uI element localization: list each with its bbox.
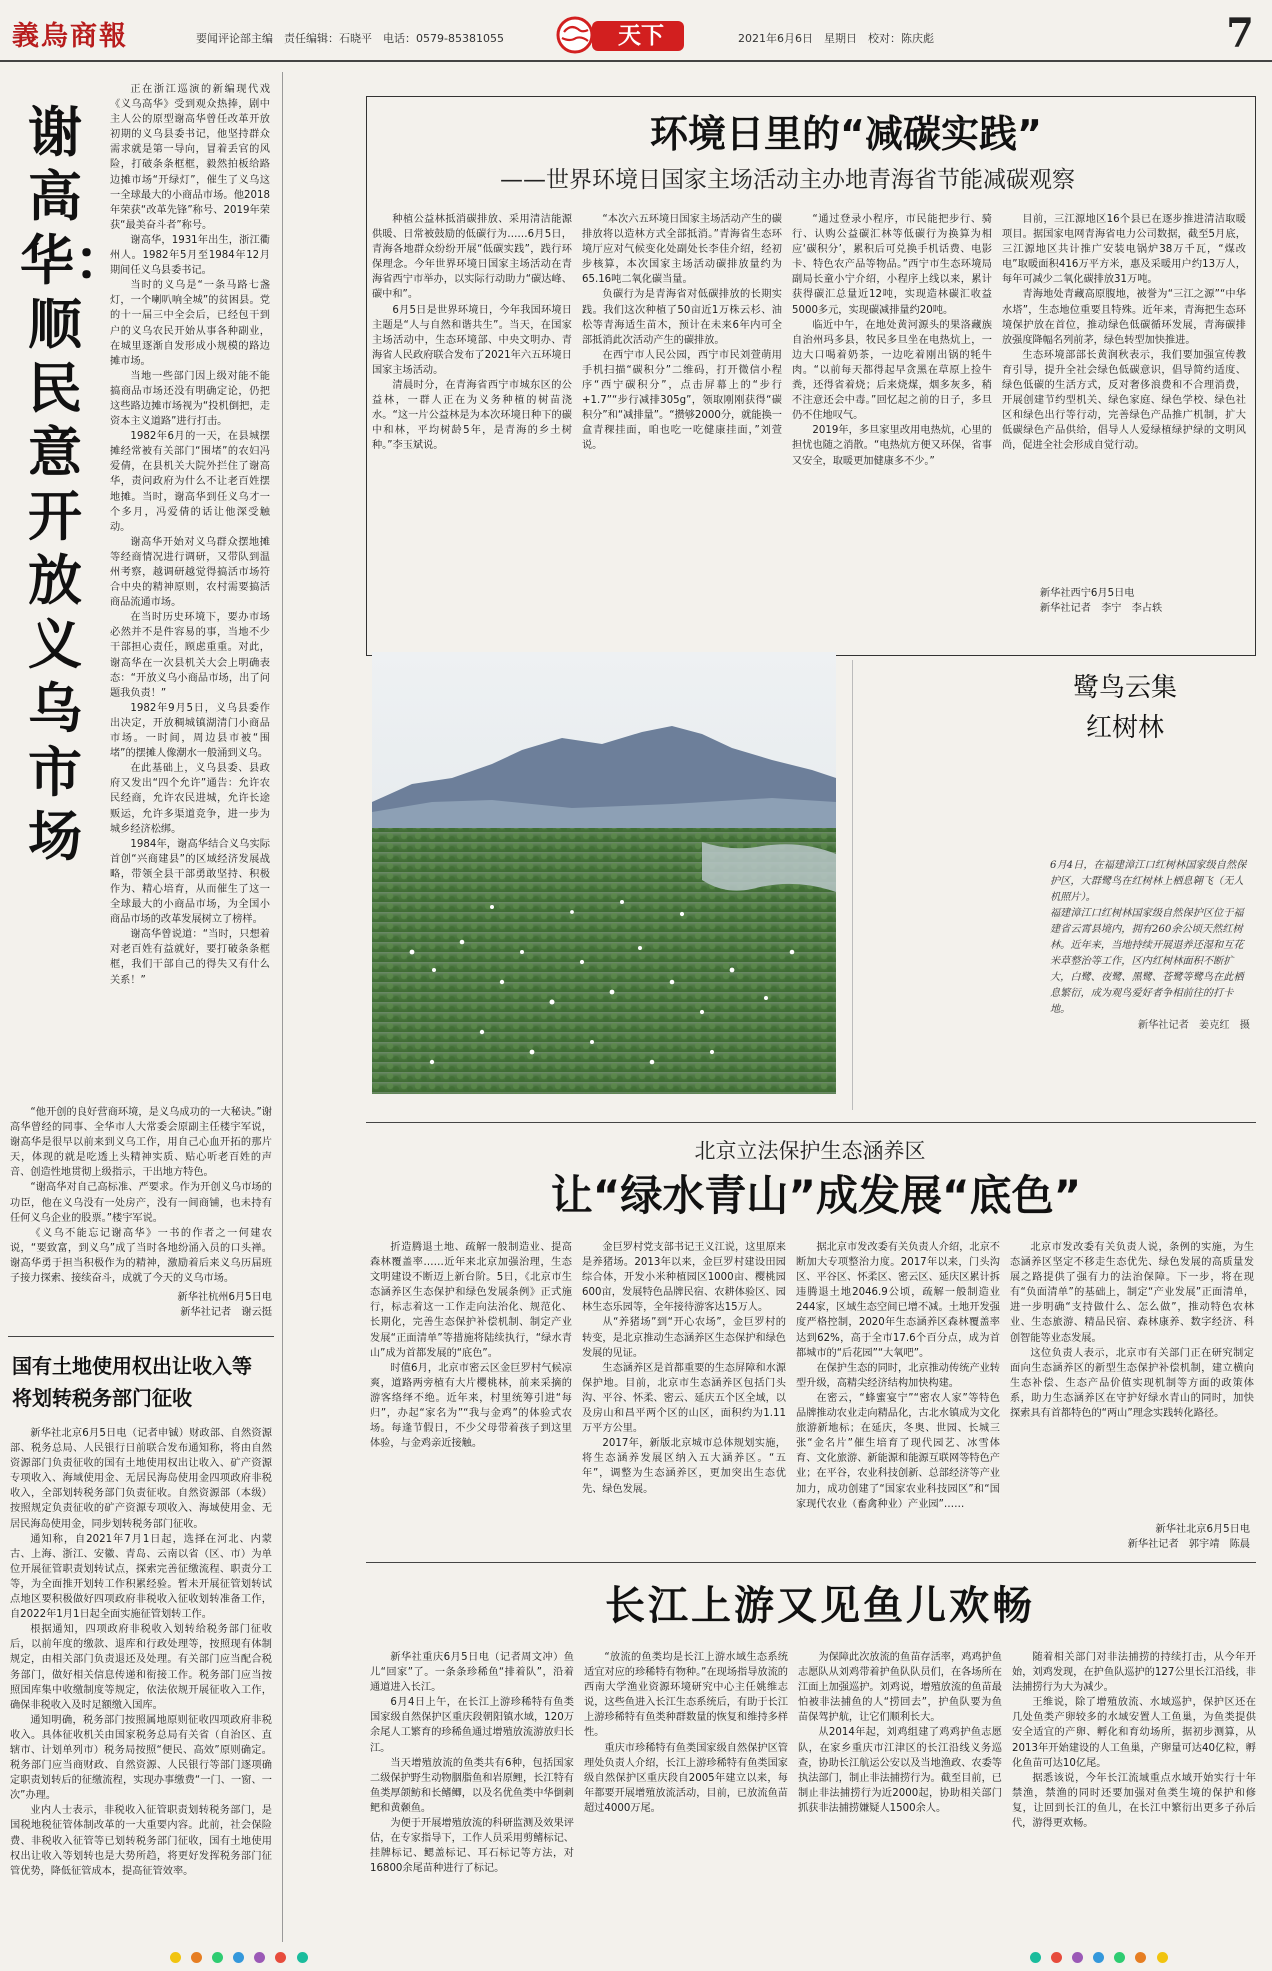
paragraph: 时值6月，北京市密云区金巨罗村气候凉爽，道路两旁植有大片樱桃林，前来采摘的游客络绎不绝。近年来，村里统筹引进“每归”，办起“家名为”“我与金鸡”的体验式农场。每逢节假日，不少父母带着孩子到这里体验，与金鸡亲近接触。: [370, 1362, 572, 1450]
paragraph: 谢高华，1931年出生，浙江衢州人。1982年5月至1984年12月期间任义乌县委书记。: [110, 234, 270, 277]
paragraph: 1982年9月5日，义乌县委作出决定，开放稠城镇湖清门小商品市场。一时间，周边县市被“围堵”的摆摊人像潮水一般涌到义乌。: [110, 702, 270, 760]
byline-reporter: 新华社记者 郭宇靖 陈晨: [1127, 1539, 1250, 1551]
paragraph: 根据通知，四项政府非税收入划转给税务部门征收后，以前年度的缴款、退库和行政处理等，按照现有体制规定，由相关部门负责退还及处理。有关部门应当配合税务部门，做好相关信息传递和衔接工作。税务部门应当按照国库集中收缴制度等规定，依法依规开展征收入工作，确保非税收入及时足额缴入国库。: [10, 1624, 272, 1711]
photo-caption: [1050, 858, 1250, 1112]
mangrove-image: [372, 652, 836, 1094]
photo-title-line2: 红树林: [1085, 713, 1164, 743]
footer-dot: [212, 1952, 223, 1963]
divider: [8, 1336, 274, 1337]
beijing-col-2: [582, 1240, 786, 1552]
editor-line: 要闻评论部主编 责任编辑：石晓平 电话：0579-85381055: [196, 32, 504, 45]
footer-dot: [1157, 1952, 1168, 1963]
beijing-kicker: 北京立法保护生态涵养区: [694, 1139, 926, 1163]
paragraph: 业内人士表示，非税收入征管职责划转税务部门，是国税地税征管体制改革的一大重要内容。此前，社会保险费、非税收入征管等已划转税务部门征收，国有土地使用权出让收入等划转也是大势所趋，将更好发挥税务部门征管优势，降低征管成本，提高征管效率。: [10, 1805, 272, 1877]
paragraph: 这位负责人表示，北京市有关部门正在研究制定面向生态涵养区的新型生态保护补偿机制，建立横向生态补偿、生态产品价值实现机制等方面的政策体系，助力生态涵养区在守护好绿水青山的同时，加快探索具有首都特色的“两山”理念实践转化路径。: [1010, 1347, 1254, 1420]
beijing-col-3: [796, 1240, 1000, 1552]
paragraph: 为便于开展增殖放流的科研监测及效果评估，在专家指导下，工作人员采用剪鳍标记、挂牌标记、鳃盖标记、耳石标记等方法，对16800余尾苗种进行了标记。: [370, 1818, 574, 1875]
paragraph: 6月4日上午，在长江上游珍稀特有鱼类国家级自然保护区重庆段朝阳镇水域，120万余尾人工繁育的珍稀鱼通过增殖放流游放归长江。: [370, 1697, 574, 1754]
paragraph: 据北京市发改委有关负责人介绍，北京不断加大专项整治力度。2017年以来，门头沟区、平谷区、怀柔区、密云区、延庆区累计拆违腾退土地2046.9公顷，疏解一般制造业244家，区域生态空间已增不减。土地开发强度严格控制，2020年生态涵养区森林覆盖率达到62%，高于全市17.6个百分点，成为首都城市的“后花园”“大氧吧”。: [796, 1242, 1000, 1359]
paragraph: 从2014年起，刘鸡组建了鸡鸡护鱼志愿队，在家乡重庆市江津区的长江沿线义务巡查，协助长江航运公安以及当地渔政、农委等执法部门，制止非法捕捞行为。截至目前，已制止非法捕捞行为近2000起，协助相关部门抓获非法捕捞嫌疑人1500余人。: [798, 1727, 1002, 1814]
divider: [366, 1562, 1256, 1563]
page-number: 7: [1226, 10, 1254, 57]
paragraph: 1982年6月的一天，在县城摆摊经常被有关部门“围堵”的农妇冯爱倩，在县机关大院外拦住了谢高华，责问政府为什么不让老百姓摆地摊。当时，谢高华到任义乌才一个多月，冯爱倩的话让他深受触动。: [110, 431, 270, 533]
env-col-1: [372, 212, 572, 646]
page-header: [0, 0, 1272, 62]
fish-col-3: [798, 1650, 1002, 1938]
paragraph: 当天增殖放流的鱼类共有6种，包括国家二级保护野生动物胭脂鱼和岩原鲤，长江特有鱼类厚颌鲂和长鳍鲫，以及名优鱼类中华倒刺鲃和黄颡鱼。: [370, 1757, 574, 1814]
paragraph: 在此基础上，义乌县委、县政府又发出“四个允许”通告：允许农民经商，允许农民进城，允许长途贩运，允许多渠道竞争，进一步为城乡经济松绑。: [110, 763, 270, 835]
byline-reporter: 新华社记者 李宁 李占轶: [1040, 603, 1163, 615]
footer-dot: [191, 1952, 202, 1963]
beijing-byline: [1100, 1522, 1250, 1554]
paragraph: “放流的鱼类均是长江上游水域生态系统适宜对应的珍稀特有物种。”在现场指导放流的西南大学渔业资源环境研究中心主任姚维志说，这些鱼进入长江生态系统后，有助于长江上游珍稀特有鱼类种群数量的恢复和维持多样性。: [584, 1652, 788, 1739]
paragraph: 通知明确，税务部门按照属地原则征收四项政府非税收入。具体征收机关由国家税务总局有关省（自治区、直辖市、计划单列市）税务局按照“便民、高效”原则确定。税务部门应当商财政、自然资源、人民银行等部门逐项确定职责划转后的征缴流程，实现办事缴费“一门、一窗、一次”办理。: [10, 1714, 272, 1802]
footer-dot: [170, 1952, 181, 1963]
paragraph: 新华社重庆6月5日电（记者周文冲）鱼儿“回家”了。一条条珍稀鱼“排着队”，沿着通道进入长江。: [370, 1652, 574, 1694]
header-rule: [0, 60, 1272, 62]
paragraph: 正在浙江巡演的新编现代戏《义乌高华》受到观众热捧，剧中主人公的原型谢高华曾任改革开放初期的义乌县委书记，他坚持群众需求就是第一导向，冒着丢官的风险，打破条条框框，毅然拍板给路边摊市场“开绿灯”，催生了义乌这一全球最大的小商品市场。他2018年荣获“改革先锋”称号、2019年荣获“最美奋斗者”称号。: [110, 84, 270, 231]
footer-decoration-right: [1030, 1948, 1173, 1967]
paragraph: 2017年，新版北京城市总体规划实施，将生态涵养发展区纳入五大涵养区。“五年”，调整为生态涵养区，更加突出生态优先、绿色发展。: [582, 1438, 786, 1495]
xie-article-tail: [10, 1105, 272, 1285]
paragraph: 谢高华开始对义乌群众摆地摊等经商情况进行调研，又带队到温州考察，越调研越觉得搞活市场符合中央的精神原则，农村需要搞活商品流通市场。: [110, 536, 270, 609]
mangrove-photo: [372, 652, 836, 1094]
footer-dot: [1093, 1952, 1104, 1963]
paragraph: 种植公益林抵消碳排放、采用清洁能源供暖、日常被鼓励的低碳行为……6月5日，青海各地群众纷纷开展“低碳实践”，践行环保理念。今年世界环境日国家主场活动在青海省西宁市举办，以实际行动助力“碳达峰、碳中和”。: [372, 214, 572, 301]
paragraph: 目前，三江源地区16个县已在逐步推进清洁取暖项目。据国家电网青海省电力公司数据，截至5月底，三江源地区共计推广安装电锅炉38万千瓦，“煤改电”取暖面积416万平方米，惠及采暖用户约13万人，每年可减少二氧化碳排放31万吨。: [1002, 214, 1246, 286]
fish-col-2: [584, 1650, 788, 1938]
paragraph: 临近中午，在地处黄河源头的果洛藏族自治州玛多县，牧民多旦坐在电热炕上，一边大口喝着奶茶，一边吃着刚出锅的牦牛肉。“以前每天都得起早贪黑在草原上捡牛粪，还得省着烧；后来烧煤，烟多灰多，稍不注意还会中毒。”回忆起之前的日子，多旦仍不住地叹气。: [792, 319, 992, 422]
paragraph: “他开创的良好营商环境，是义乌成功的一大秘诀。”谢高华曾经的同事、全华市人大常委会原副主任楼宇军说，谢高华是很早以前来到义乌工作，用自己心血开拓的那片天，体现的就是吃透上头精神实质、贴心听老百姓的声音、创造性地贯彻上级指示，干出地方特色。: [10, 1107, 272, 1179]
paragraph: 2019年，多旦家里改用电热炕，心里的担忧也随之消散。“电热炕方便又环保，省事又安全，取暖更加健康多不少。”: [792, 425, 992, 467]
footer-decoration: [170, 1948, 313, 1967]
caption-lead: 6月4日，在福建漳江口红树林国家级自然保护区，大群鹭鸟在红树林上栖息翱飞（无人机照片）。: [1050, 860, 1247, 903]
tax-headline: [12, 1350, 274, 1414]
masthead-logo: 義烏商報: [12, 21, 128, 52]
env-headline: 环境日里的“减碳实践”: [650, 112, 1042, 156]
paragraph: 在密云，“蜂蜜宴宁”“密农人家”等特色品牌推动农业走向精品化，古北水镇成为文化旅游新地标；在延庆，冬奥、世园、长城三张“金名片”催生培育了现代园艺、冰雪体育、文化旅游、新能源和能源互联网等特色产业；在平谷，农业科技创新、总部经济等产业加力，成功创建了“国家农业科技园区”和“国家现代农业（畜禽种业）产业园”……: [796, 1392, 1000, 1510]
tax-headline-line1: 国有土地使用权出让收入等: [12, 1354, 252, 1378]
date-line: 2021年6月6日 星期日 校对：陈庆彪: [738, 32, 934, 45]
paragraph: 金巨罗村党支部书记王义江说，这里原来是养猪场。2013年以来，金巨罗村建设田园综合体，开发小米种植园区1000亩、樱桃园600亩，发展特色品牌民宿、农耕体验区、园林生态乐园等，全年接待游客达15万人。: [582, 1242, 786, 1314]
paragraph: 新华社北京6月5日电（记者申铖）财政部、自然资源部、税务总局、人民银行日前联合发布通知称，将由自然资源部门负责征收的国有土地使用权出让收入、矿产资源专项收入、海域使用金、无居民海岛使用金四项政府非税收入，全部划转税务部门负责征收。自然资源部（本级）按照规定负责征收的矿产资源专项收入、海域使用金、无居民海岛使用金，同步划转税务部门征收。: [10, 1428, 272, 1530]
paragraph: 重庆市珍稀特有鱼类国家级自然保护区管理处负责人介绍，长江上游珍稀特有鱼类国家级自然保护区重庆段自2005年建立以来，每年都要开展增殖放流活动，目前，已放流鱼苗超过4000万尾。: [584, 1742, 788, 1814]
paragraph: 折造腾退土地、疏解一般制造业、提高森林覆盖率……近年来北京加强治理，生态文明建设不断迈上新台阶。5日，《北京市生态涵养区生态保护和绿色发展条例》正式施行，标志着这一工作走向法治化、规范化、长期化，完善生态保护补偿机制、制定产业发展“正面清单”等措施将陆续执行，“绿水青山”成为首都发展的“底色”。: [370, 1242, 572, 1359]
paragraph: 《义乌不能忘记谢高华》一书的作者之一何建农说，“要致富，到义乌”成了当时各地纷涌入员的口头禅。谢高华勇于担当积极作为的精神，激励着后来义乌历届班子接力探索、接续奋斗，成就了今天的义乌市场。: [10, 1227, 272, 1285]
paragraph: 北京市发改委有关负责人说，条例的实施，为生态涵养区坚定不移走生态优先、绿色发展的高质量发展之路提供了强有力的法治保障。下一步，将在现有“负面清单”的基础上，制定“产业发展”正面清单，进一步明确“支持做什么、怎么做”，推动特色农林业、生态旅游、精品民宿、森林康养、数字经济、科创智能等业态发展。: [1010, 1242, 1254, 1344]
section-title: 天下: [618, 23, 664, 49]
paragraph: 据悉该说，今年长江流域重点水域开始实行十年禁渔，禁渔的同时还要加强对鱼类生境的保护和修复，让回到长江的鱼儿，在长江中繁衍出更多子孙后代，游得更欢畅。: [1012, 1772, 1256, 1830]
paragraph: 在当时历史环境下，要办市场必然并不是件容易的事，当地不少干部担心责任，顾虑重重。对此，谢高华在一次县机关大会上明确表态：“开放义乌小商品市场，出了问题我负责！”: [110, 612, 270, 699]
paragraph: 王维说，除了增殖放流、水域巡护，保护区还在几处鱼类产卵较多的水域安置人工鱼巢，为鱼类提供安全适宜的产卵、孵化和育幼场所，据初步测算，从2013年开始建设的人工鱼巢，产卵量可达40亿粒，孵化鱼苗可达10亿尾。: [1012, 1697, 1256, 1769]
paragraph: “本次六五环境日国家主场活动产生的碳排放将以造林方式全部抵消。”青海省生态环境厅应对气候变化处副处长李佳介绍，经初步核算，本次国家主场活动碳排放量约为65.16吨二氧化碳当量。: [582, 214, 782, 286]
tax-headline-line2: 将划转税务部门征收: [12, 1386, 192, 1410]
footer-dot: [1030, 1952, 1041, 1963]
byline-reporter: 新华社记者 谢云挺: [180, 1307, 272, 1319]
photo-title-line1: 鹭鸟云集: [1072, 673, 1177, 703]
footer-dot: [1072, 1952, 1083, 1963]
beijing-col-4: [1010, 1240, 1254, 1516]
paragraph: 1984年，谢高华结合义乌实际首创“兴商建县”的区域经济发展战略，带领全县干部勇敢坚持、积极作为、精心培育，从而催生了这一全球最大的小商品市场，为全国小商品市场的改革发展树立了榜样。: [110, 838, 270, 926]
paragraph: 当时的义乌是“一条马路七盏灯，一个喇叭响全城”的贫困县。党的十一届三中全会后，已经包干到户的义乌农民开始从事各种副业，在城里逐渐自发形成小规模的路边摊市场。: [110, 280, 270, 367]
paragraph: 随着相关部门对非法捕捞的持续打击，从今年开始，刘鸡发现，在护鱼队巡护的127公里长江沿线，非法捕捞行为大为减少。: [1012, 1652, 1256, 1694]
footer-dot: [1051, 1952, 1062, 1963]
paragraph: “谢高华对自己高标准、严要求。作为开创义乌市场的功臣，他在义乌没有一处房产，没有一间商铺，也未持有任何义乌企业的股票。”楼宇军说。: [10, 1182, 272, 1224]
paragraph: 生态环境部部长黄润秋表示，我们要加强宣传教育引导，提升全社会绿色低碳意识，倡导简约适度、绿色低碳的生活方式，反对奢侈浪费和不合理消费，开展创建节约型机关、绿色家庭、绿色学校、绿色社区和绿色出行等行动，完善绿色产品推广机制，扩大低碳绿色产品供给，倡导人人爱绿植绿护绿的文明风尚，促进全社会形成自觉行动。: [1002, 349, 1246, 452]
paragraph: 通知称，自2021年7月1日起，选择在河北、内蒙古、上海、浙江、安徽、青岛、云南以省（区、市）为单位开展征管职责划转试点，探索完善征缴流程、职责分工等，为全面推开划转工作积累经验。暂未开展征管划转试点地区要积极做好四项政府非税收入征收划转准备工作，自2022年1月1日起全面实施征管划转工作。: [10, 1533, 272, 1621]
fish-headline: 长江上游又见鱼儿欢畅: [605, 1583, 1035, 1629]
paragraph: 生态涵养区是首都重要的生态屏障和水源保护地。目前，北京市生态涵养区包括门头沟、平谷、怀柔、密云、延庆五个区全域，以及房山和昌平两个区的山区，面积约为1.11万平方公里。: [582, 1362, 786, 1435]
env-col-3: [792, 212, 992, 646]
paragraph: 为保障此次放流的鱼苗存活率，鸡鸡护鱼志愿队从刘鸡带着护鱼队队员们，在各场所在江面上加强巡护。刘鸡说，增殖放流的鱼苗最怕被非法捕鱼的人“捞回去”，护鱼队要为鱼苗保驾护航，让它们顺利长大。: [798, 1652, 1002, 1724]
paragraph: 清晨时分，在青海省西宁市城东区的公益林，一群人正在为义务种植的树苗浇水。“这一片公益林是为本次环境日种下的碳中和林，平均树龄5年，是青海的乡土树种。”李玉斌说。: [372, 380, 572, 452]
paragraph: 在西宁市人民公园，西宁市民刘萱萌用手机扫描“碳积分”二维码，打开微信小程序“西宁碳积分”，点击屏幕上的“步行+1.7”“步行减排305g”，领取刚刚获得“碳积分”和“减排量”。“攒够2000分，就能换一盒青稞挂面，咱也吃一吃健康挂面，”刘萱说。: [582, 349, 782, 452]
tax-article: [10, 1426, 272, 1938]
paragraph: “通过登录小程序，市民能把步行、骑行、认购公益碳汇林等低碳行为换算为相应‘碳积分’，累积后可兑换手机话费、电影卡、特色农产品等物品。”西宁市生态环境局副局长童小宁介绍，小程序上线以来，累计获得碳汇总量近12吨，实现造林碳汇收益5000多元，实现碳减排量约20吨。: [792, 214, 992, 316]
paragraph: 6月5日是世界环境日，今年我国环境日主题是“人与自然和谐共生”。当天，在国家主场活动中，生态环境部、中央文明办、青海省人民政府联合发布了2021年六五环境日国家主场活动。: [372, 304, 572, 376]
env-byline: [1040, 586, 1240, 622]
byline-dateline: 新华社杭州6月5日电: [177, 1292, 272, 1303]
paragraph: 当地一些部门因上级对能不能搞商品市场还没有明确定论，仍把这些路边摊市场视为“投机倒把，走资本主义道路”进行打击。: [110, 370, 270, 428]
beijing-col-1: [370, 1240, 572, 1552]
column-divider: [282, 72, 283, 1942]
paragraph: 谢高华曾说道：“当时，只想着对老百姓有益就好，要打破条条框框，我们干部自己的得失又有什么关系！”: [110, 929, 270, 986]
section-badge: [556, 16, 686, 54]
fish-col-4: [1012, 1650, 1256, 1938]
photo-divider: [852, 660, 853, 1110]
fish-col-1: [370, 1650, 574, 1938]
paragraph: 负碳行为是青海省对低碳排放的长期实践。我们这次种植了50亩近1万株云杉、油松等青海适生苗木，预计在未来6年内可全部抵消此次活动产生的碳排放。: [582, 289, 782, 346]
footer-dot: [254, 1952, 265, 1963]
beijing-headline: 让“绿水青山”成发展“底色”: [550, 1171, 1082, 1220]
env-col-2: [582, 212, 782, 646]
footer-dot: [297, 1952, 308, 1963]
byline-dateline: 新华社北京6月5日电: [1155, 1524, 1250, 1535]
xie-byline: [10, 1290, 272, 1324]
byline-dateline: 新华社西宁6月5日电: [1040, 588, 1135, 599]
footer-dot: [275, 1952, 286, 1963]
caption-body: 福建漳江口红树林国家级自然保护区位于福建省云霄县境内，拥有260余公顷天然红树林。近年来，当地持续开展退养还湿和互花米草整治等工作，区内红树林面积不断扩大，白鹭、夜鹭、黑鹭、苍鹭等鹭鸟在此栖息繁衍，成为观鸟爱好者争相前往的打卡地。: [1050, 908, 1244, 1015]
paragraph: 从“养猪场”到“开心农场”，金巨罗村的转变，是北京推动生态涵养区生态保护和绿色发展的见证。: [582, 1317, 786, 1359]
paragraph: 在保护生态的同时，北京推动传统产业转型升级，高精尖经济结构加快构建。: [796, 1362, 1000, 1389]
xie-headline-text: 谢高华：顺民意开放义乌市场: [20, 100, 128, 868]
xie-headline: [20, 100, 128, 868]
footer-dot: [233, 1952, 244, 1963]
env-col-4: [1002, 212, 1246, 582]
photo-credit: 新华社记者 姜克红 摄: [1137, 1020, 1250, 1031]
divider: [366, 1122, 1256, 1123]
xie-article: [110, 82, 270, 1102]
env-subheadline: ——世界环境日国家主场活动主办地青海省节能减碳观察: [500, 167, 1075, 193]
photo-title: [1010, 668, 1240, 748]
paragraph: 青海地处青藏高原腹地，被誉为“三江之源”“中华水塔”，生态地位重要且特殊。近年来，青海把生态环境保护放在首位，推动绿色低碳循环发展，青海碳排放强度降幅名列前茅，绿色转型加快推进。: [1002, 289, 1246, 346]
footer-dot: [1114, 1952, 1125, 1963]
footer-dot: [1135, 1952, 1146, 1963]
